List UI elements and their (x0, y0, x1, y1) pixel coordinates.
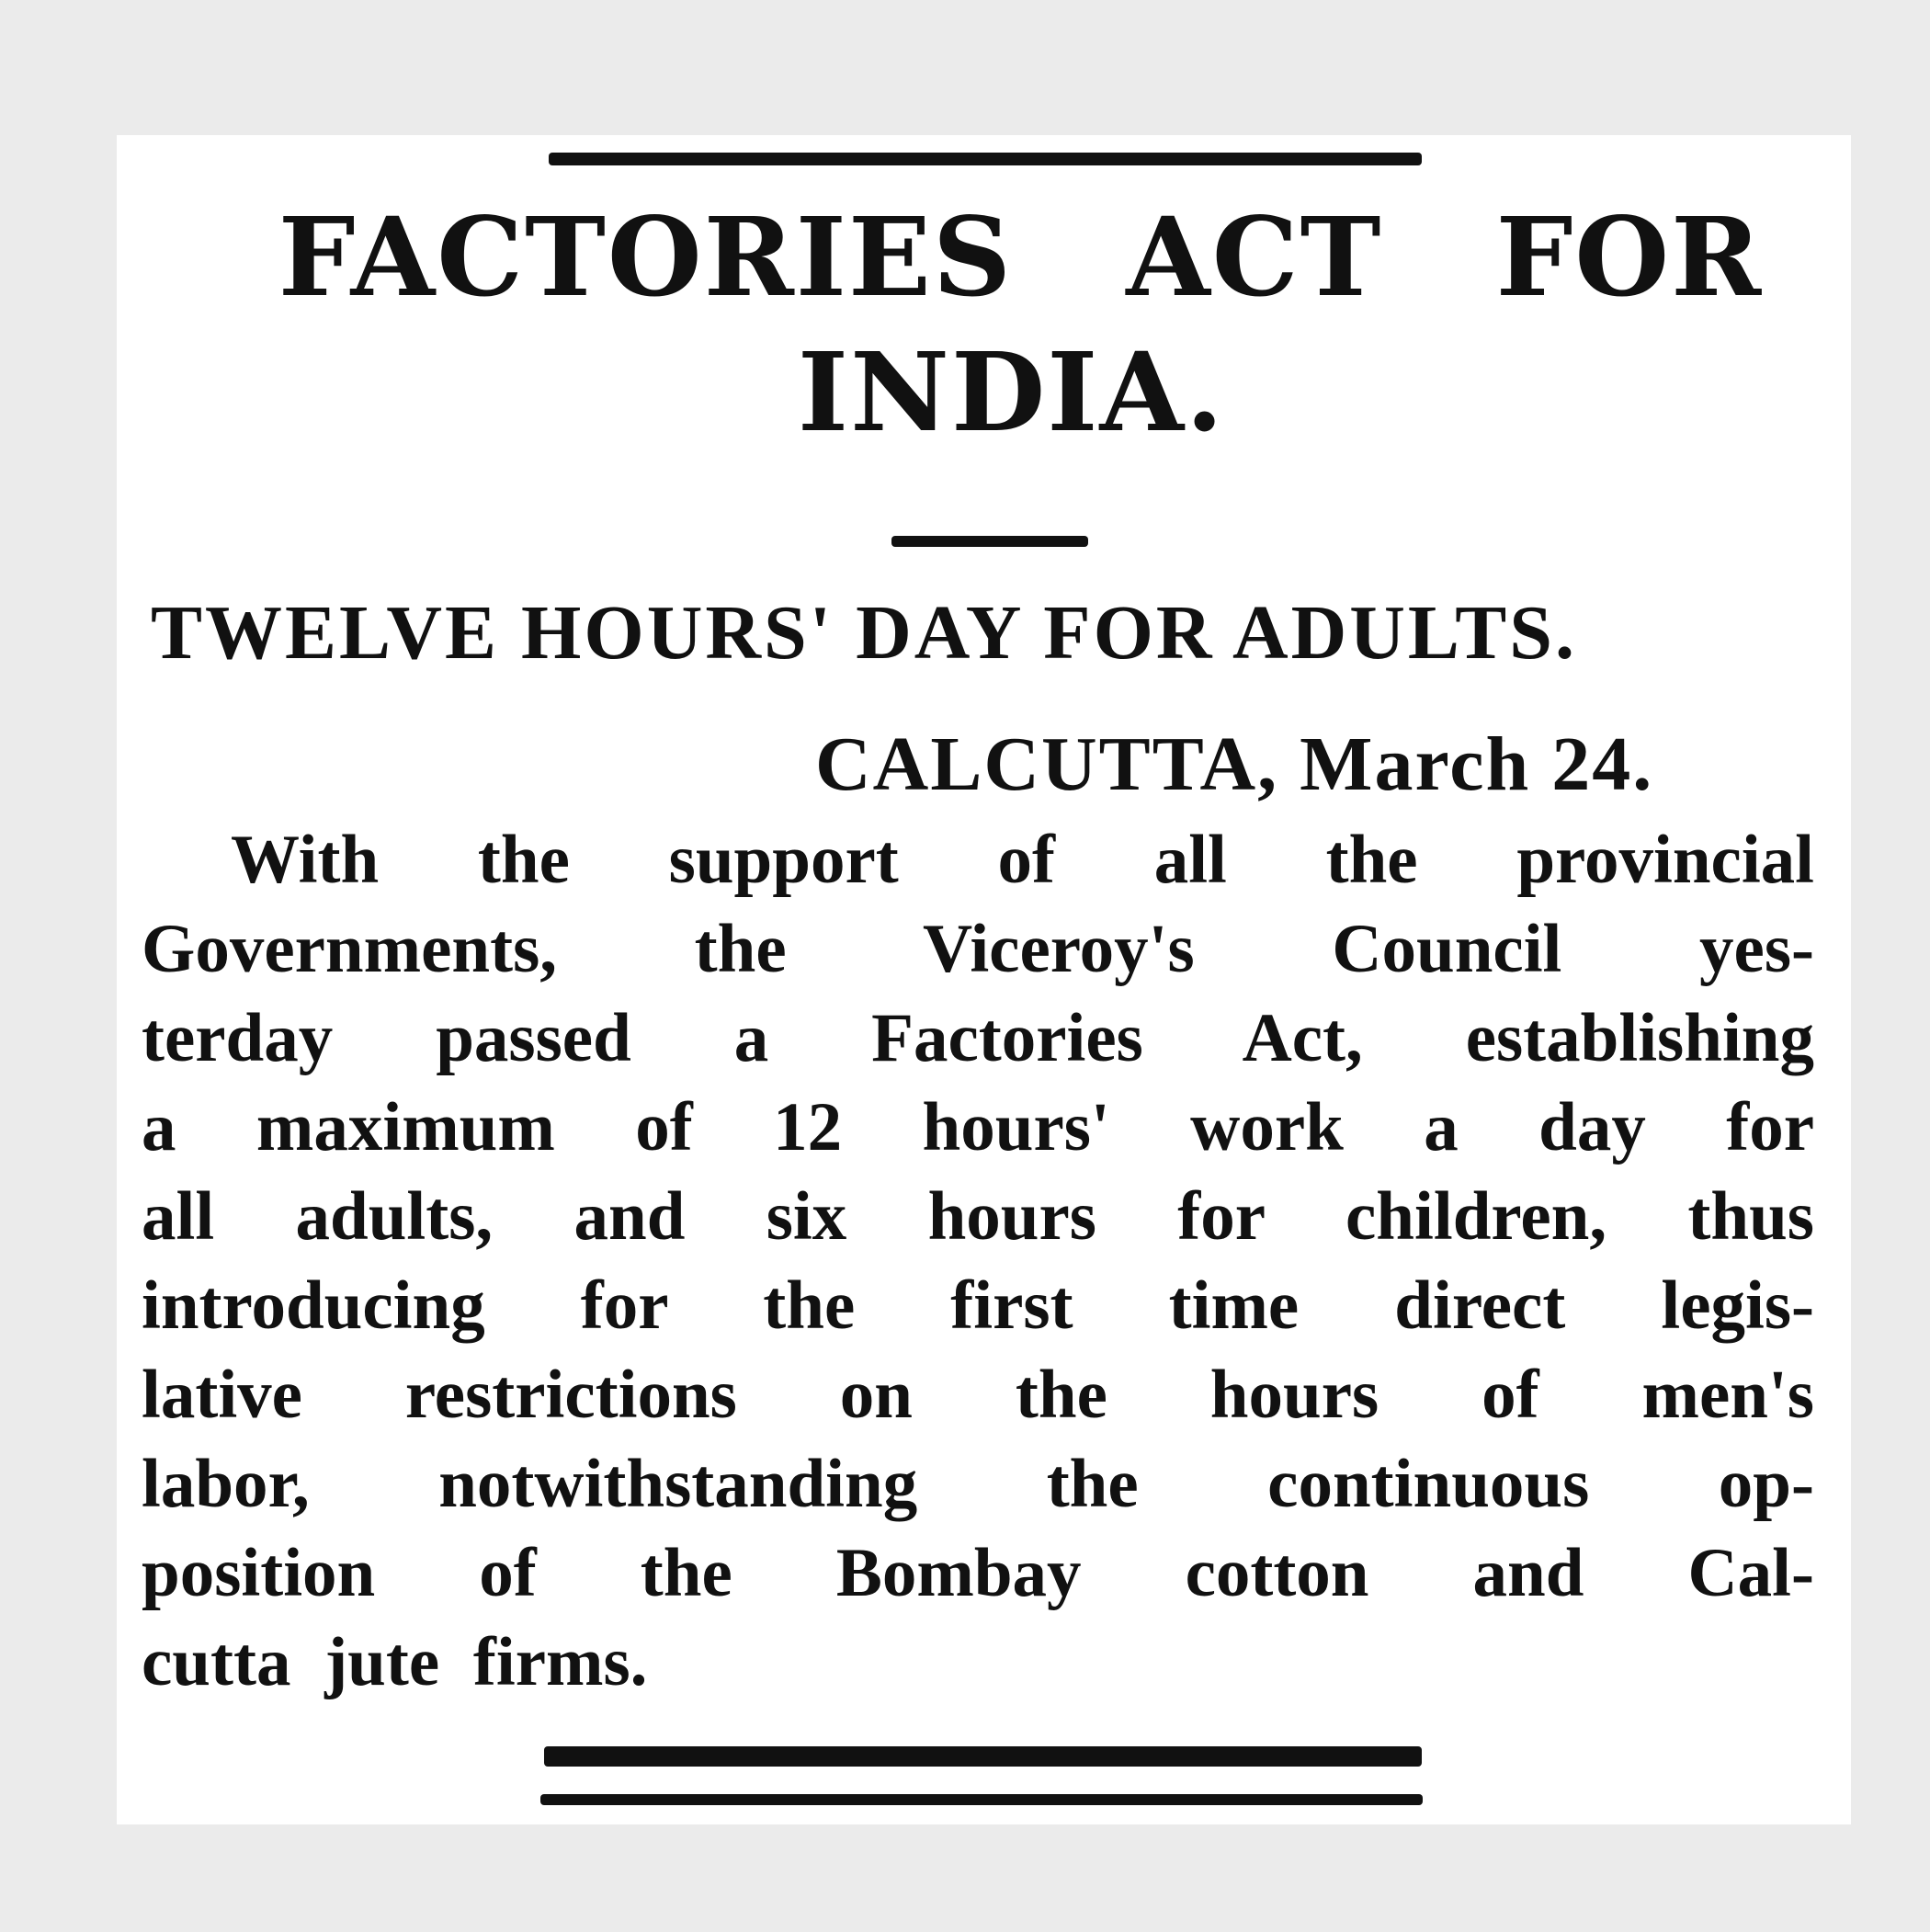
body-line: position of the Bombay cotton and Cal- (142, 1535, 1814, 1611)
bottom-rule-thick (544, 1746, 1422, 1767)
body-line: introducing for the first time direct legis- (142, 1267, 1814, 1344)
bottom-rule-thin (540, 1794, 1423, 1805)
article-body (142, 815, 1814, 1707)
headline-line-1: FACTORIES ACT FOR (278, 193, 1764, 321)
dateline: CALCUTTA, March 24. (815, 722, 1654, 807)
body-line: Governments, the Viceroy's Council yes- (142, 911, 1814, 987)
headline-line-2: INDIA. (797, 328, 1226, 456)
subheadline: TWELVE HOURS' DAY FOR ADULTS. (151, 590, 1577, 676)
body-line: a maximum of 12 hours' work a day for (142, 1089, 1814, 1165)
body-line: labor, notwithstanding the continuous op- (142, 1446, 1814, 1522)
body-line: With the support of all the provincial (231, 822, 1814, 898)
body-line: all adults, and six hours for children, thus (142, 1178, 1814, 1255)
body-line: cutta jute firms. (142, 1624, 648, 1700)
body-line: lative restrictions on the hours of men's (142, 1357, 1814, 1433)
top-rule (549, 153, 1422, 165)
body-line: terday passed a Factories Act, establishing (142, 1000, 1814, 1076)
middle-rule (891, 536, 1088, 547)
newspaper-clipping (117, 135, 1851, 1824)
